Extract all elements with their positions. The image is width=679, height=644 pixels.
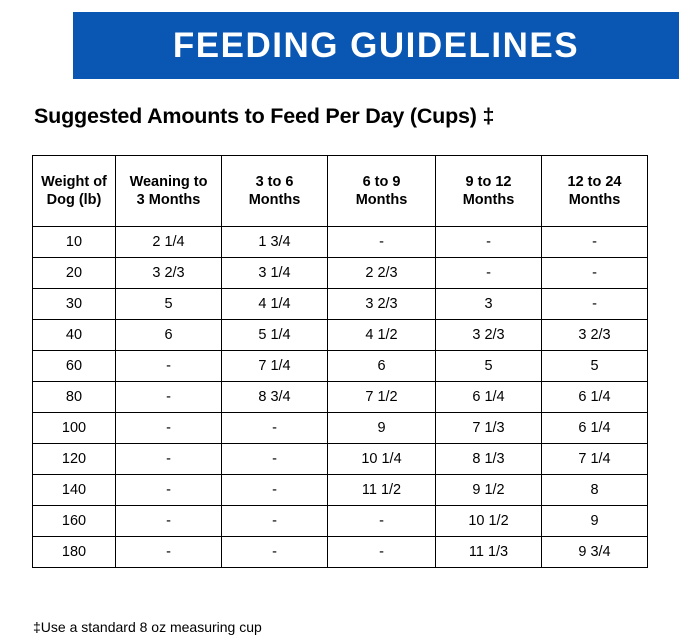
cell-weight: 60 (33, 351, 116, 382)
column-header-weight-line2: Dog (lb) (46, 192, 102, 208)
cell-12-to-24-months: - (542, 258, 648, 289)
cell-weaning-to-3-months: - (116, 444, 222, 475)
cell-6-to-9-months: 10 1/4 (328, 444, 436, 475)
cell-12-to-24-months: 5 (542, 351, 648, 382)
table-row (33, 258, 648, 289)
cell-6-to-9-months: 3 2/3 (328, 289, 436, 320)
column-header-1-line2: 3 Months (136, 192, 201, 208)
cell-weaning-to-3-months: - (116, 475, 222, 506)
cell-9-to-12-months: 8 1/3 (436, 444, 542, 475)
cell-3-to-6-months: 3 1/4 (222, 258, 328, 289)
table-row (33, 475, 648, 506)
cell-6-to-9-months: - (328, 506, 436, 537)
cell-weaning-to-3-months: - (116, 413, 222, 444)
cell-3-to-6-months: 7 1/4 (222, 351, 328, 382)
table-header-row (33, 156, 648, 227)
column-header-5-line1: 12 to 24 (567, 173, 622, 190)
column-header-weaning-to-3-months (116, 156, 222, 227)
cell-9-to-12-months: 3 (436, 289, 542, 320)
cell-weaning-to-3-months: 5 (116, 289, 222, 320)
cell-9-to-12-months: - (436, 258, 542, 289)
table-row (33, 289, 648, 320)
cell-6-to-9-months: 9 (328, 413, 436, 444)
table-row (33, 444, 648, 475)
cell-3-to-6-months: - (222, 506, 328, 537)
cell-weaning-to-3-months: - (116, 382, 222, 413)
cell-12-to-24-months: 9 (542, 506, 648, 537)
cell-weaning-to-3-months: 3 2/3 (116, 258, 222, 289)
cell-9-to-12-months: 11 1/3 (436, 537, 542, 568)
cell-9-to-12-months: 6 1/4 (436, 382, 542, 413)
cell-weight: 40 (33, 320, 116, 351)
table-row (33, 351, 648, 382)
column-header-weight-line1: Weight of (41, 173, 107, 190)
cell-12-to-24-months: 9 3/4 (542, 537, 648, 568)
table-subtitle: Suggested Amounts to Feed Per Day (Cups) ‡ (34, 104, 495, 128)
cell-6-to-9-months: 6 (328, 351, 436, 382)
cell-6-to-9-months: 2 2/3 (328, 258, 436, 289)
column-header-3-to-6-months (222, 156, 328, 227)
cell-weight: 160 (33, 506, 116, 537)
footnote: ‡Use a standard 8 oz measuring cup (33, 619, 262, 635)
page-title: FEEDING GUIDELINES (172, 26, 580, 65)
cell-weight: 10 (33, 227, 116, 258)
column-header-6-to-9-months (328, 156, 436, 227)
feeding-table (32, 155, 648, 568)
cell-12-to-24-months: 8 (542, 475, 648, 506)
cell-12-to-24-months: - (542, 227, 648, 258)
table-body (33, 227, 648, 568)
cell-3-to-6-months: 4 1/4 (222, 289, 328, 320)
column-header-5-line2: Months (568, 192, 621, 208)
cell-3-to-6-months: 8 3/4 (222, 382, 328, 413)
column-header-3-line2: Months (355, 192, 408, 208)
cell-9-to-12-months: 5 (436, 351, 542, 382)
cell-9-to-12-months: 7 1/3 (436, 413, 542, 444)
column-header-12-to-24-months (542, 156, 648, 227)
table-row (33, 413, 648, 444)
cell-3-to-6-months: 1 3/4 (222, 227, 328, 258)
cell-12-to-24-months: - (542, 289, 648, 320)
cell-6-to-9-months: - (328, 537, 436, 568)
cell-weight: 80 (33, 382, 116, 413)
table-row (33, 537, 648, 568)
column-header-4-line1: 9 to 12 (465, 173, 512, 190)
column-header-1-line1: Weaning to (129, 173, 208, 190)
column-header-4-line2: Months (462, 192, 515, 208)
banner (73, 12, 679, 79)
cell-weaning-to-3-months: 2 1/4 (116, 227, 222, 258)
cell-weaning-to-3-months: - (116, 351, 222, 382)
cell-12-to-24-months: 6 1/4 (542, 413, 648, 444)
cell-12-to-24-months: 6 1/4 (542, 382, 648, 413)
cell-weight: 20 (33, 258, 116, 289)
column-header-2-line2: Months (248, 192, 301, 208)
column-header-weight (33, 156, 116, 227)
table-row (33, 320, 648, 351)
cell-6-to-9-months: - (328, 227, 436, 258)
cell-weight: 100 (33, 413, 116, 444)
cell-3-to-6-months: - (222, 444, 328, 475)
cell-9-to-12-months: - (436, 227, 542, 258)
cell-weight: 180 (33, 537, 116, 568)
cell-12-to-24-months: 7 1/4 (542, 444, 648, 475)
table-row (33, 382, 648, 413)
cell-3-to-6-months: - (222, 413, 328, 444)
cell-9-to-12-months: 10 1/2 (436, 506, 542, 537)
cell-weight: 120 (33, 444, 116, 475)
cell-6-to-9-months: 7 1/2 (328, 382, 436, 413)
cell-3-to-6-months: - (222, 475, 328, 506)
cell-weight: 30 (33, 289, 116, 320)
feeding-table-container (32, 155, 647, 568)
cell-9-to-12-months: 9 1/2 (436, 475, 542, 506)
column-header-2-line1: 3 to 6 (255, 173, 294, 190)
column-header-3-line1: 6 to 9 (362, 173, 401, 190)
table-header (33, 156, 648, 227)
cell-weaning-to-3-months: - (116, 537, 222, 568)
table-row (33, 506, 648, 537)
cell-3-to-6-months: - (222, 537, 328, 568)
cell-3-to-6-months: 5 1/4 (222, 320, 328, 351)
cell-9-to-12-months: 3 2/3 (436, 320, 542, 351)
cell-6-to-9-months: 4 1/2 (328, 320, 436, 351)
column-header-9-to-12-months (436, 156, 542, 227)
cell-weaning-to-3-months: 6 (116, 320, 222, 351)
cell-weight: 140 (33, 475, 116, 506)
cell-weaning-to-3-months: - (116, 506, 222, 537)
cell-12-to-24-months: 3 2/3 (542, 320, 648, 351)
table-row (33, 227, 648, 258)
cell-6-to-9-months: 11 1/2 (328, 475, 436, 506)
